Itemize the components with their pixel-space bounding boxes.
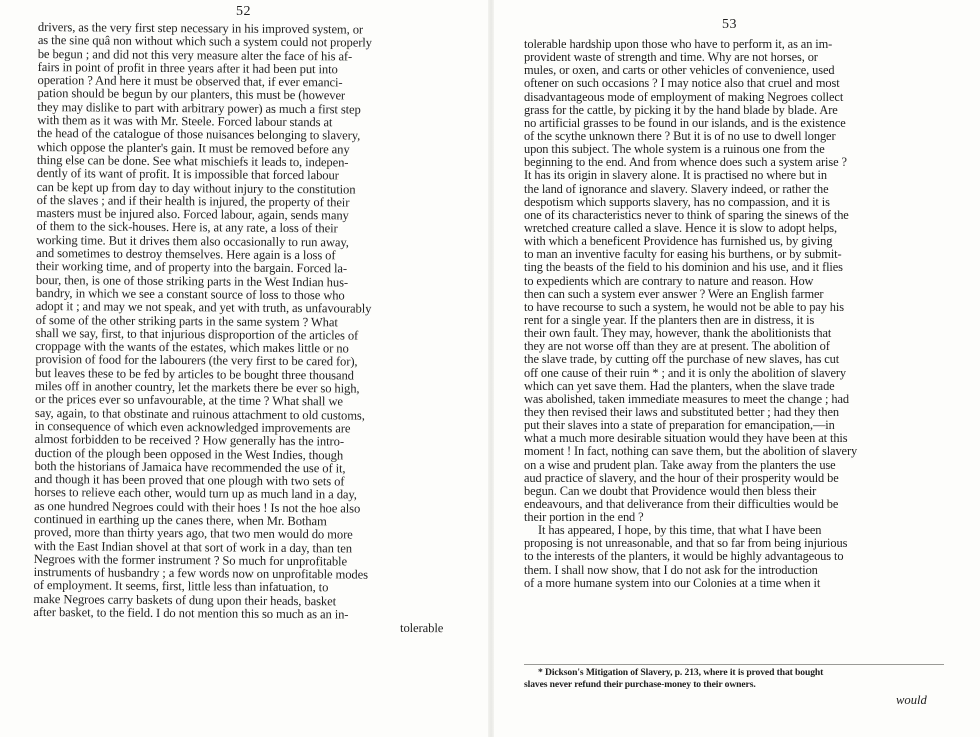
text-line: moment ! In fact, nothing can save them, but the abolition of slavery (524, 444, 858, 459)
text-line: of the slaves ; and if their health is injured, the property of their (36, 192, 350, 210)
text-line: provision of food for the labourers (the very first to be cared for), (35, 352, 358, 369)
text-line: then can such a system ever answer ? Were an English farmer (524, 286, 824, 301)
text-line: proved, more than thirty years ago, that two men would do more (33, 525, 353, 542)
text-line: be begun ; and did not this very measure alter the face of his af- (37, 46, 353, 64)
text-line: horses to relieve each other, would turn up as much land in a day, (34, 485, 357, 502)
text-line: pation should be begun by our planters, this must be (however (37, 86, 346, 103)
text-line: but leaves these to be fed by articles to be bought three thousand (35, 365, 354, 383)
text-line: beginning to the end. And from whence does such a system arise ? (524, 155, 847, 170)
text-line: grass for the cattle, by picking it by the hand blade by blade. Are (524, 102, 838, 117)
text-line: duction of the plough been opposed in the West Indies, though (34, 445, 344, 462)
text-line: with the East Indian shovel at that sort of work in a day, than ten (33, 538, 353, 556)
text-line: tolerable hardship upon those who have to perform it, as an im- (524, 37, 833, 51)
text-line: after basket, to the field. I do not mention this so much as an in- (33, 605, 349, 622)
footnote-divider (524, 664, 944, 665)
text-line: the slave trade, by cutting off the purchase of new slaves, has cut (524, 352, 840, 367)
text-line: off one cause of their ruin * ; and it is only the abolition of slavery (524, 365, 846, 380)
text-line: disadvantageous mode of employment of making Negroes collect (524, 89, 844, 104)
text-line: ting the beasts of the field to his dominion and his use, and it flies (524, 260, 843, 275)
text-line: bandry, in which we see a constant source of loss to those who (35, 285, 345, 303)
catchword: would (896, 693, 927, 707)
text-line: both the historians of Jamaica have recommended the use of it, (34, 458, 346, 476)
right-page (494, 0, 980, 737)
text-line: It has appeared, I hope, by this time, that what I have been (538, 523, 822, 538)
text-line: with which a beneficent Providence has furnished us, by giving (524, 234, 833, 249)
text-line: working time. But it drives them also occasionally to run away, (36, 232, 349, 250)
text-line: drivers, as the very first step necessary in his improved system, or (37, 20, 364, 37)
text-line: croppage with the wants of the estates, which makes little or no (35, 339, 349, 356)
text-line: miles off in another country, let the markets there be ever so high, (35, 379, 360, 396)
text-line: or the prices ever so unfavourable, at the time ? What shall we (34, 392, 343, 409)
text-line: proposing is not unreasonable, and that so far from being injurious (524, 536, 848, 551)
text-line: aud practice of slavery, and the hour of their prosperity would be (524, 470, 839, 485)
text-line: dently of its want of profit. It is impossible that forced labour (36, 166, 339, 183)
right-page-body (524, 38, 944, 590)
text-line: to expedients which are contrary to nature and reason. How (524, 273, 814, 288)
text-line: almost forbidden to be received ? How generally has the intro- (34, 432, 345, 449)
text-line: as one hundred Negroes could with their hoes ! Is not the hoe also (34, 498, 361, 516)
text-line: the head of the catalogue of those nuisances belonging to slavery, (37, 126, 361, 143)
text-line: mules, or oxen, and carts or other vehicles of convenience, used (524, 63, 835, 78)
text-line: put their slaves into a state of preparation for emancipation,—in (524, 418, 835, 433)
text-line: of them to the sick-houses. Here is, at any rate, a loss of their (36, 219, 338, 236)
text-line: of employment. It seems, first, little less than infatuation, to (33, 578, 329, 595)
left-page (0, 0, 488, 737)
text-line: them. I shall now show, that I do not ask for the introduction (524, 562, 818, 577)
text-line: in consequence of which even acknowledged improvements are (34, 418, 351, 436)
text-line: what a much more desirable situation would they have been at this (524, 431, 848, 446)
text-line: can be kept up from day to day without injury to the constitution (36, 179, 356, 197)
page-number-left: 52 (236, 4, 251, 19)
text-line: instruments of husbandry ; a few words now on unprofitable modes (33, 565, 368, 582)
text-line: their working time, and of property into the bargain. Forced la- (36, 259, 348, 276)
left-page-body (33, 21, 448, 636)
text-line: adopt it ; and may we not speak, and yet with truth, as unfavourably (35, 299, 372, 316)
text-line: was abolished, taken immediate measures to meet the change ; had (524, 391, 849, 406)
text-line: to the interests of the planters, it would be highly advantageous to (524, 549, 844, 564)
text-line: begun. Can we doubt that Providence would then bless their (524, 483, 817, 498)
text-line: of the scythe unknown there ? But it is of no use to dwell longer (524, 128, 836, 143)
text-line: to man an inventive faculty for easing his burthens, or by submit- (524, 247, 842, 262)
text-line: fairs in point of profit in three years after it had been put into (37, 59, 338, 77)
text-line: their portion in the end ? (524, 510, 644, 525)
text-line: say, again, to that obstinate and ruinous attachment to old customs, (34, 405, 365, 423)
text-line: with them as it was with Mr. Steele. Forced labour stands at (37, 113, 333, 130)
text-line: one of its characteristics never to think of sparing the sinews of the (524, 207, 849, 222)
text-line: provident waste of strength and time. Why are not horses, or (524, 50, 818, 65)
text-line: operation ? And here it must be observed that, if ever emanci- (37, 73, 343, 90)
page-number-right: 53 (722, 17, 737, 32)
text-line: they may dislike to part with arbitrary power) as much a first step (37, 99, 361, 117)
text-line: and sometimes to destroy themselves. Here again is a loss of (36, 246, 336, 263)
text-line: masters must be injured also. Forced labour, again, sends many (36, 206, 349, 223)
text-line: no artificial grasses to be found in our islands, and is the existence (524, 115, 846, 130)
text-line: the land of ignorance and slavery. Slavery indeed, or rather the (524, 181, 829, 196)
text-line: which oppose the planter's gain. It must be removed before any (36, 139, 350, 157)
text-line: they then revised their laws and substituted better ; had they then (524, 404, 840, 419)
text-line: their own fault. They may, however, thank the abolitionists that (524, 326, 832, 341)
footnote-line: * Dickson's Mitigation of Slavery, p. 213, where it is proved that bought (538, 667, 824, 678)
text-line: thing else can be done. See what mischiefs it leads to, indepen- (36, 152, 349, 170)
text-line: It has its origin in slavery alone. It is practised no where but in (524, 168, 827, 183)
text-line: tolerable (400, 621, 444, 636)
text-line: on a wise and prudent plan. Take away from the planters the use (524, 457, 836, 472)
text-line: continued in earthing up the canes there, when Mr. Botham (34, 511, 327, 529)
text-line: which can yet save them. Had the planters, when the slave trade (524, 378, 835, 393)
text-line: upon this subject. The whole system is a ruinous one from the (524, 142, 825, 157)
text-line: oftener on such occasions ? I may notice also that cruel and most (524, 76, 840, 91)
text-line: endeavours, and that deliverance from their difficulties would be (524, 496, 839, 511)
text-line: Negroes with the former instrument ? So much for unprofitable (33, 551, 348, 569)
text-line: they are not worse off than they are at present. The abolition of (524, 339, 830, 354)
footnote-line: slaves never refund their purchase-money to their owners. (524, 679, 756, 690)
text-line: make Negroes carry baskets of dung upon their heads, basket (33, 591, 337, 609)
text-line: as the sine quâ non without which such a system could not properly (37, 33, 372, 50)
text-line: despotism which supports slavery, has no compassion, and it is (524, 194, 830, 209)
text-line: of some of the other striking parts in the same system ? What (35, 312, 338, 329)
text-line: shall we say, first, to that injurious disproportion of the articles of (35, 325, 359, 343)
text-line: rent for a single year. If the planters then are in distress, it is (524, 312, 815, 327)
text-line: wretched creature called a slave. Hence it is slow to adopt helps, (524, 220, 838, 235)
text-line: and though it has been proved that one plough with two sets of (34, 472, 345, 489)
text-line: of a more humane system into our Colonies at a time when it (524, 575, 821, 590)
text-line: to have recourse to such a system, he would not be able to pay his (524, 299, 844, 314)
footnote (524, 667, 944, 691)
text-line: bour, then, is one of those striking parts in the West Indian hus- (35, 272, 349, 290)
